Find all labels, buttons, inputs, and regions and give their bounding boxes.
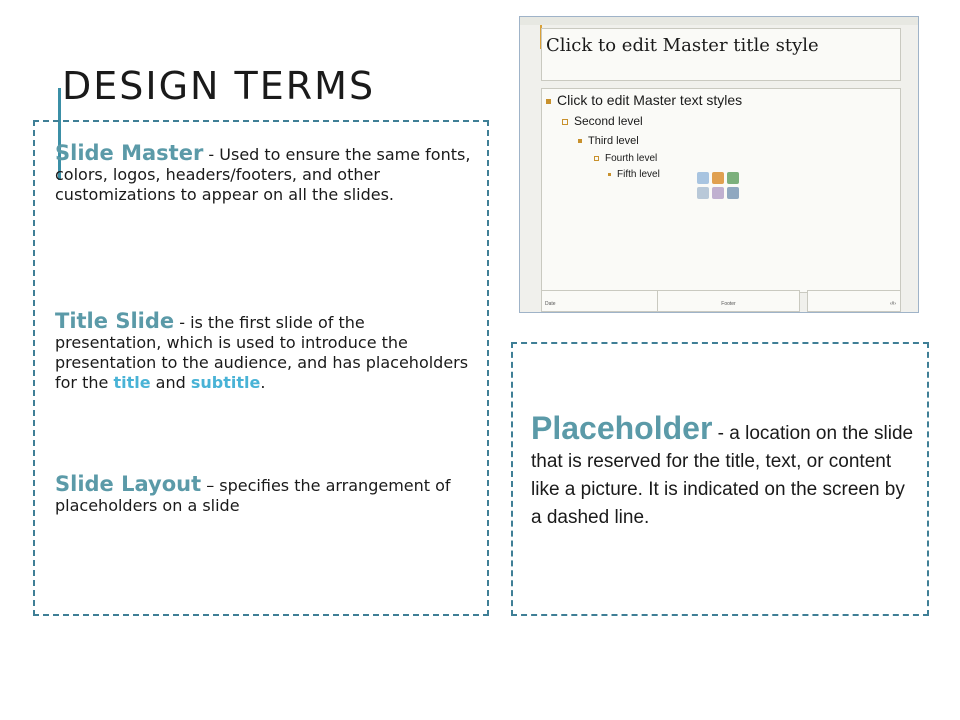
placeholder-definition	[531, 410, 916, 532]
bullet-icon	[578, 139, 582, 143]
media-icon	[727, 187, 739, 199]
level-4-item	[594, 153, 657, 164]
term-description: specifies the arrangement of placeholders on a slide	[55, 476, 451, 515]
term-slide-master	[55, 143, 475, 205]
bullet-icon	[562, 119, 568, 125]
picture-icon	[697, 187, 709, 199]
table-icon	[697, 172, 709, 184]
level-4-text: Fourth level	[605, 153, 658, 164]
clipart-icon	[712, 187, 724, 199]
bullet-icon	[546, 99, 551, 104]
smartart-icon	[727, 172, 739, 184]
term-conjunction: and	[150, 373, 191, 392]
bullet-icon	[594, 156, 599, 161]
term-separator: -	[712, 423, 730, 444]
term-name: Title Slide	[55, 309, 175, 333]
term-separator: -	[174, 313, 191, 332]
level-2-item	[562, 114, 643, 128]
term-description: is the first slide of the presentation, which is used to introduce the presentation to the audience, and has placeholders for the	[55, 313, 469, 392]
screenshot-top-bar	[520, 17, 918, 25]
term-slide-layout	[55, 474, 475, 516]
slide-master-screenshot	[519, 16, 919, 313]
term-description: Used to ensure the same fonts, colors, logos, headers/footers, and other customizations to appear on all the slides.	[55, 145, 471, 204]
highlight-title: title	[113, 373, 151, 392]
screenshot-title-placeholder: Click to edit Master title style	[541, 28, 901, 81]
insert-content-icons	[697, 172, 751, 202]
term-title-slide	[55, 311, 475, 393]
highlight-subtitle: subtitle	[190, 373, 261, 392]
level-2-text: Second level	[574, 114, 643, 128]
bullet-icon	[608, 173, 611, 176]
level-1-item	[546, 92, 742, 108]
screenshot-content-placeholder	[541, 88, 901, 293]
term-name: Slide Layout	[55, 472, 202, 496]
screenshot-number-placeholder: ‹#›	[807, 290, 901, 312]
term-separator: –	[201, 476, 220, 495]
screenshot-date-placeholder: Date	[541, 290, 660, 312]
level-5-text: Fifth level	[617, 169, 660, 180]
term-name: Slide Master	[55, 141, 204, 165]
term-end-punct: .	[260, 373, 266, 392]
chart-icon	[712, 172, 724, 184]
term-description: a location on the slide that is reserved for the title, text, or content like a picture. It is indicated on the screen by a dashed line.	[531, 423, 914, 528]
screenshot-footer-placeholder: Footer	[657, 290, 800, 312]
level-5-item	[608, 169, 660, 180]
level-1-text: Click to edit Master text styles	[557, 92, 743, 108]
slide-title: DESIGN TERMS	[62, 64, 376, 108]
term-separator: -	[203, 145, 220, 164]
level-3-item	[578, 135, 639, 147]
term-name: Placeholder	[531, 410, 713, 446]
level-3-text: Third level	[588, 135, 639, 147]
